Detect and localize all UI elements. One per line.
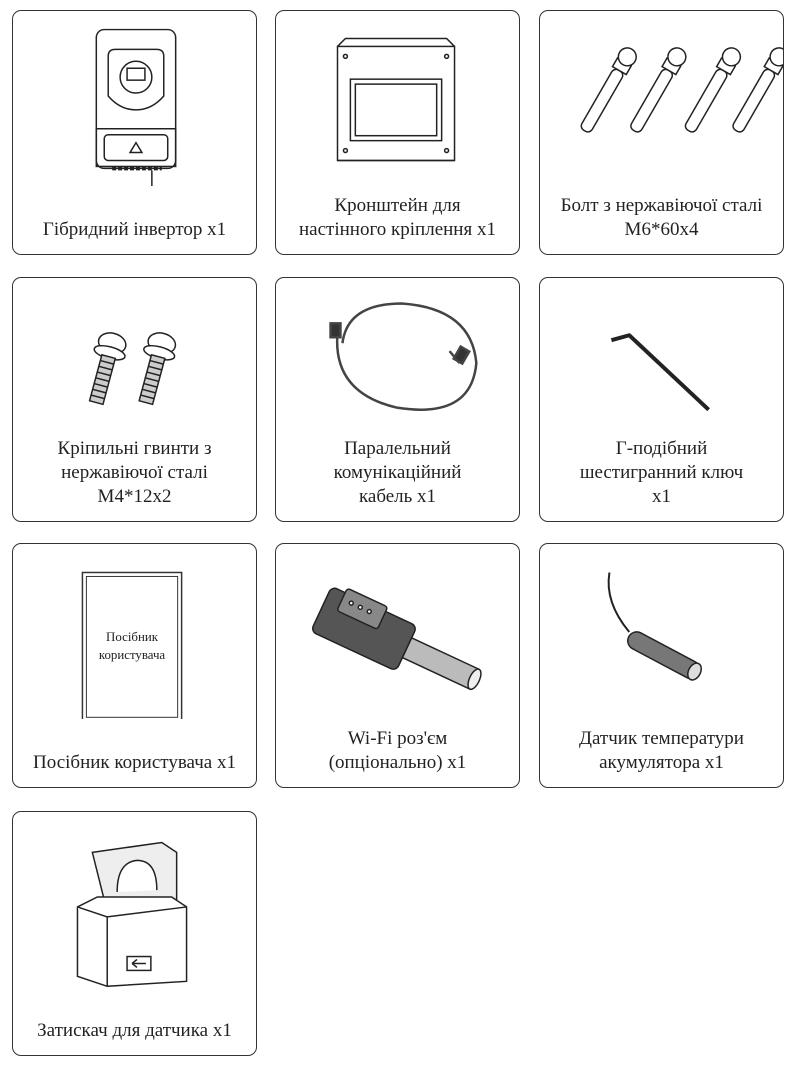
item-card-screws	[12, 277, 257, 522]
item-label	[282, 727, 513, 775]
hex-key-icon	[540, 278, 783, 453]
temperature-sensor-icon	[540, 544, 783, 719]
label-line: Паралельний	[344, 438, 451, 459]
label-line: Кріпильні гвинти з	[57, 438, 212, 459]
label-line: M6*60x4	[624, 219, 699, 240]
item-card-ct-clamp	[12, 811, 257, 1056]
anchor-bolts-icon	[540, 11, 783, 186]
item-label	[282, 194, 513, 242]
label-line: настінного кріплення x1	[299, 219, 496, 240]
label-line: (опціонально) x1	[328, 752, 467, 773]
wifi-plug-icon	[276, 544, 519, 719]
item-card-temperature-sensor	[539, 543, 784, 788]
manual-cover-title: користувача	[98, 647, 166, 662]
user-manual-icon	[13, 544, 256, 719]
item-card-user-manual	[12, 543, 257, 788]
manual-cover-title: Посібник	[106, 629, 158, 644]
label-line: Гібридний інвертор x1	[42, 219, 227, 240]
label-line: кабель x1	[358, 486, 437, 507]
label-line: Г-подібний	[615, 438, 708, 459]
item-card-hybrid-inverter	[12, 10, 257, 255]
label-line: M4*12x2	[97, 486, 172, 507]
screws-icon	[13, 278, 256, 453]
label-line: Wi-Fi роз'єм	[347, 728, 448, 749]
label-line: Затискач для датчика x1	[37, 1020, 232, 1041]
label-line: шестигранний ключ	[579, 462, 744, 483]
label-line: Датчик температури	[579, 728, 744, 749]
label-line: комунікаційний	[333, 462, 462, 483]
item-label	[546, 727, 777, 775]
label-line: нержавіючої сталі	[61, 462, 208, 483]
parallel-cable-icon	[276, 278, 519, 453]
item-card-anchor-bolts	[539, 10, 784, 255]
item-label	[19, 218, 250, 242]
item-label	[282, 437, 513, 509]
label-line: Посібник користувача x1	[33, 752, 236, 773]
label-line: Болт з нержавіючої сталі	[560, 195, 763, 216]
item-card-hex-key	[539, 277, 784, 522]
ct-clamp-icon	[13, 812, 256, 987]
label-line: Кронштейн для	[334, 195, 461, 216]
item-label	[19, 1019, 250, 1043]
item-card-wifi-plug	[275, 543, 520, 788]
label-line: акумулятора x1	[599, 752, 724, 773]
item-label	[19, 751, 250, 775]
item-card-wall-bracket	[275, 10, 520, 255]
item-card-parallel-cable	[275, 277, 520, 522]
item-label	[19, 437, 250, 509]
hybrid-inverter-icon	[13, 11, 256, 186]
item-label	[546, 437, 777, 509]
wall-bracket-icon	[276, 11, 519, 186]
item-label	[546, 194, 777, 242]
label-line: x1	[652, 486, 671, 507]
